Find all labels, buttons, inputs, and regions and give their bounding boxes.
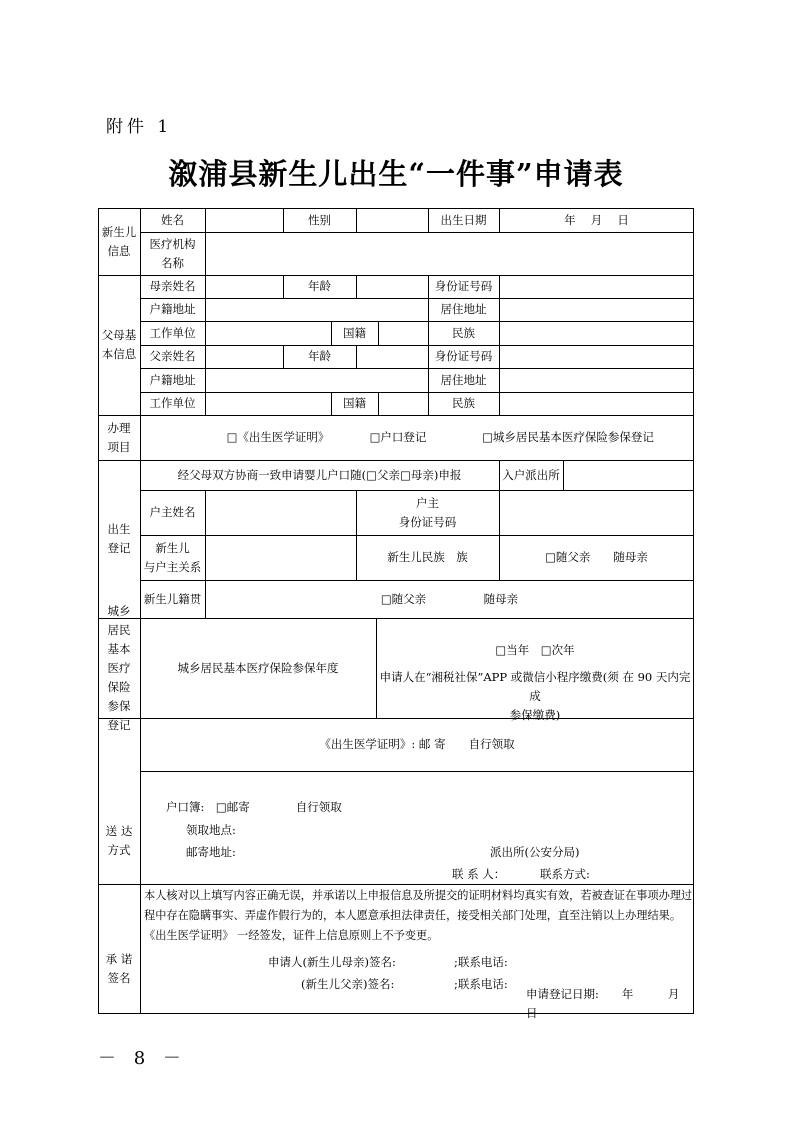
police-station-label: 入户派出所 (502, 467, 560, 482)
delivery-section-label: 送 达 方式 (105, 824, 133, 857)
cell-divider (378, 392, 379, 415)
father-residence-label: 居住地址 (440, 372, 487, 387)
application-form (98, 208, 703, 1020)
householder-id-label: 户主 身份证号码 (398, 495, 457, 529)
cell-divider (378, 321, 379, 345)
native-follow-choice[interactable]: □随父亲 随母亲 (380, 591, 519, 606)
father-signature-label: (新生儿父亲)签名: (301, 976, 395, 991)
contact-person-label: 联 系 人： (452, 866, 506, 881)
father-ethnicity-label: 民族 (452, 396, 475, 410)
newborn-gender-label: 性别 (308, 212, 331, 227)
insurance-payment-note: 申请人在“湘税社保”APP 或微信小程序缴费(须 在 90 天内完成 参保缴费) (379, 669, 691, 722)
mother-ethnicity-label: 民族 (452, 325, 475, 340)
father-hukou-label: 户籍地址 (149, 372, 196, 387)
father-work-label: 工作单位 (149, 396, 196, 410)
form-title: 溆浦县新生儿出生“一件事”申请表 (168, 157, 624, 191)
father-nationality-label: 国籍 (343, 396, 366, 410)
cell-divider (356, 275, 357, 298)
hospital-label: 医疗机构 名称 (149, 236, 196, 270)
birth-date-field[interactable]: 年 月 日 (564, 212, 629, 227)
cell-divider (499, 275, 500, 415)
father-age-label: 年龄 (308, 349, 331, 363)
row-divider (140, 345, 694, 346)
cert-delivery-choice[interactable]: 《出生医学证明》: 邮 寄 自行领取 (319, 737, 515, 751)
mail-address-label: 邮寄地址: (186, 844, 236, 859)
newborn-ethnic-label: 新生儿民族 族 (387, 550, 468, 564)
newborn-name-label: 姓名 (161, 212, 184, 227)
row-divider (140, 298, 694, 299)
newborn-name-field[interactable] (205, 208, 283, 232)
item-birth-certificate-checkbox[interactable]: □《出生医学证明》 (226, 430, 330, 444)
householder-name-field[interactable] (205, 490, 356, 535)
relation-label: 新生儿 与户主关系 (143, 540, 202, 574)
mother-work-label: 工作单位 (149, 325, 196, 340)
attachment-label: 附件 1 (106, 117, 173, 137)
birth-reg-section-label: 出生 登记 (107, 522, 131, 555)
mother-age-label: 年龄 (308, 279, 331, 293)
native-place-label: 新生儿籍贯 (143, 591, 202, 606)
mother-signature-label: 申请人(新生儿母亲)签名: (268, 954, 396, 969)
police-branch-label: 派出所(公安分局) (490, 844, 580, 859)
pledge-section-label: 承 诺 签名 (105, 952, 133, 985)
father-id-label: 身份证号码 (434, 349, 493, 363)
mother-residence-label: 居住地址 (440, 302, 487, 316)
cell-divider (356, 345, 357, 368)
parents-section-label: 父母基 本信息 (101, 328, 137, 361)
page-number: － 8 － (98, 1048, 187, 1069)
hospital-field[interactable] (205, 232, 694, 275)
mother-hukou-label: 户籍地址 (149, 302, 196, 316)
mother-phone-label: ;联系电话: (454, 954, 508, 969)
cell-divider (205, 275, 206, 415)
pledge-text: 本人核对以上填写内容正确无误，并承诺以上申报信息及所提交的证明材料均真实有效，若被查证在事项办理过程中存在隐瞒事实、弄虚作假行为的，本人愿意承担法律责任，接受相关部门处理，直至注销以上办理结果。《出生医学证明》 一经签发，证件上信息原则上不予变更。 (144, 889, 693, 942)
ethnic-follow-choice[interactable]: □随父亲 随母亲 (545, 550, 648, 564)
relation-field[interactable] (205, 535, 356, 580)
items-section-label: 办理 项目 (107, 420, 131, 454)
item-hukou-checkbox[interactable]: □户口登记 (369, 430, 427, 444)
mother-id-label: 身份证号码 (434, 279, 493, 293)
section-divider (98, 884, 694, 885)
mother-nationality-label: 国籍 (343, 325, 366, 340)
item-insurance-checkbox[interactable]: □城乡居民基本医疗保险参保登记 (482, 430, 654, 444)
newborn-section-label: 新生儿 信息 (101, 224, 137, 258)
pickup-location-label: 领取地点: (186, 822, 236, 837)
householder-id-field[interactable] (499, 490, 694, 535)
hukou-follow-choice[interactable]: 经父母双方协商一致申请婴儿户口随(□父亲□母亲)申报 (177, 467, 462, 482)
householder-name-label: 户主姓名 (149, 505, 196, 519)
insurance-year-label: 城乡居民基本医疗保险参保年度 (177, 660, 339, 675)
insurance-section-label: 城乡 居民 基本 医疗 保险 参保 登记 (107, 603, 131, 732)
row-divider (140, 368, 694, 369)
police-station-field[interactable] (563, 460, 694, 490)
hukou-delivery-choice[interactable]: 户口簿: □邮寄 自行领取 (166, 799, 342, 814)
insurance-year-choice[interactable]: □当年 □次年 (495, 643, 575, 657)
row-divider (140, 392, 694, 393)
birth-date-label: 出生日期 (440, 212, 487, 227)
father-phone-label: ;联系电话: (454, 976, 508, 991)
contact-method-label: 联系方式: (540, 866, 590, 881)
newborn-gender-field[interactable] (356, 208, 428, 232)
father-name-label: 父亲姓名 (149, 349, 196, 363)
application-date-label: 申请登记日期: 年 月 日 (526, 987, 703, 1020)
mother-name-label: 母亲姓名 (149, 279, 196, 293)
row-divider (140, 321, 694, 322)
row-divider (140, 771, 694, 772)
